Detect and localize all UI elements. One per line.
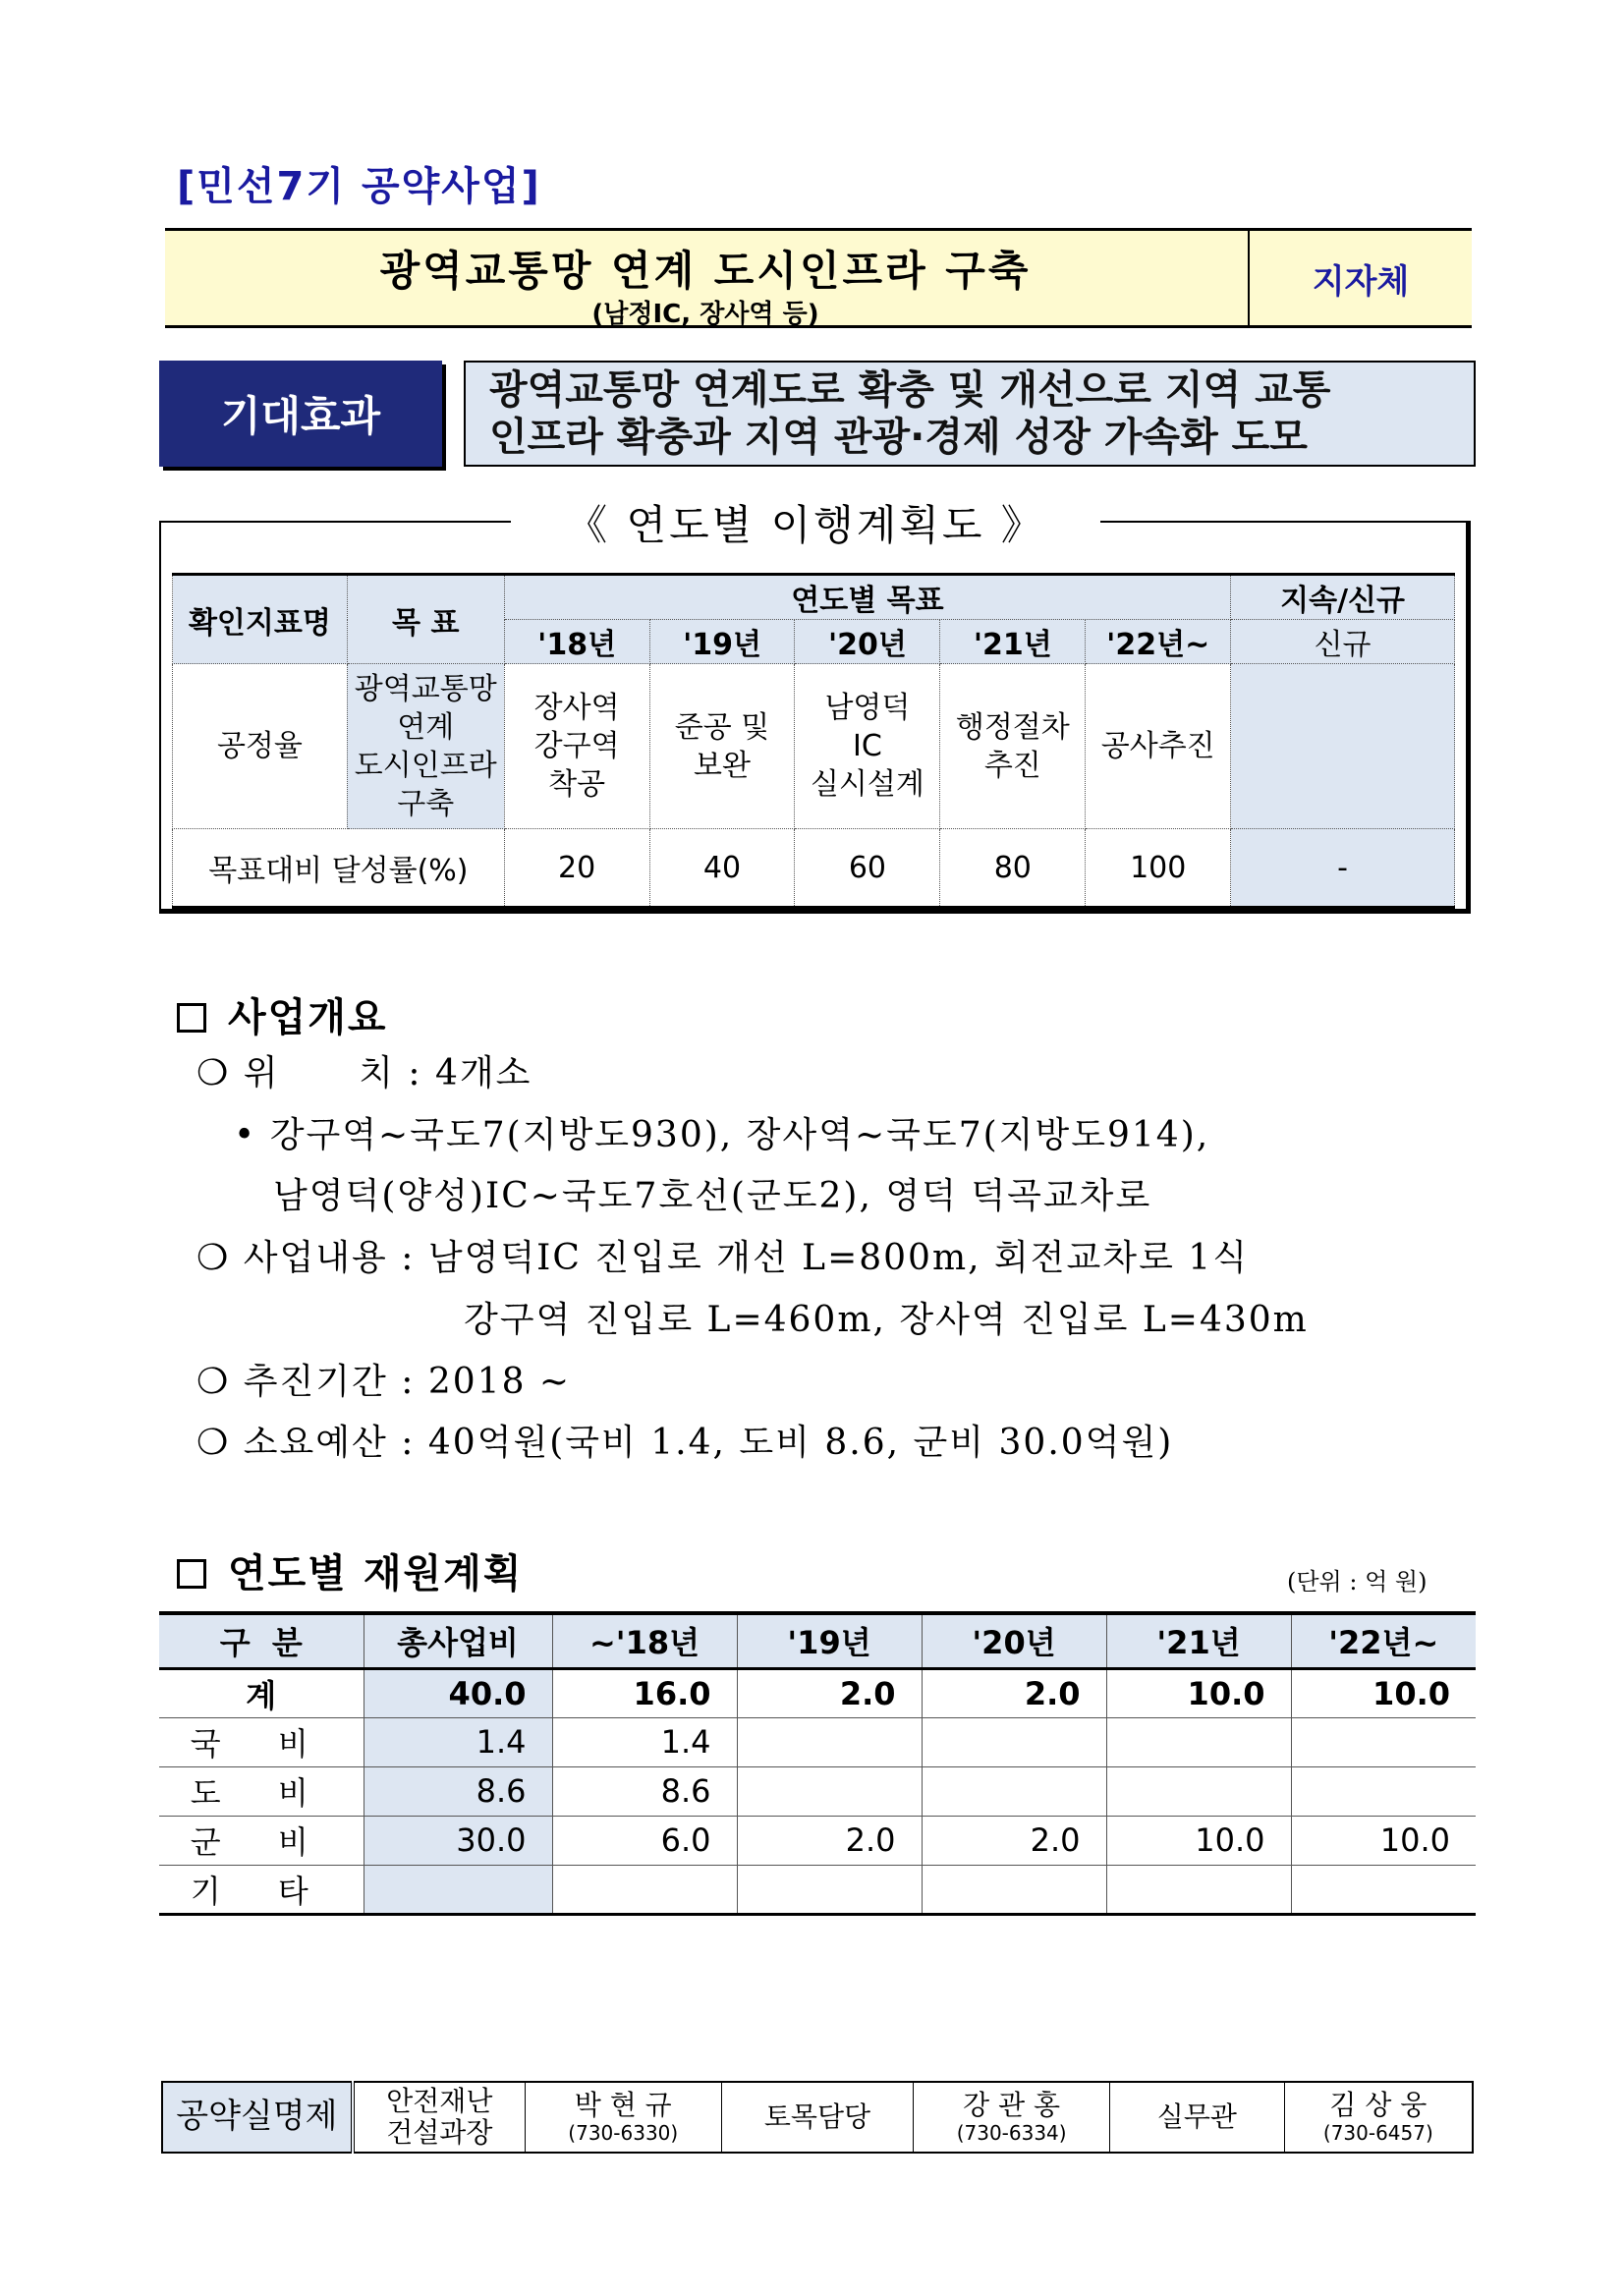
fund-row-total: 계 40.0 16.0 2.0 2.0 10.0 10.0 xyxy=(159,1668,1476,1717)
row-progress-type xyxy=(1231,664,1455,829)
achievement-2022: 100 xyxy=(1086,829,1231,908)
year-2021: '21년 xyxy=(940,620,1086,664)
dot-bullet-icon: • xyxy=(234,1115,257,1155)
overview-location-detail-1: • 강구역~국도7(지방도930), 장사역~국도7(지방도914), xyxy=(234,1115,1210,1155)
footer-table xyxy=(161,2081,1474,2154)
overview-budget: ❍ 소요예산 : 40억원(국비 1.4, 도비 8.6, 군비 30.0억원) xyxy=(196,1423,1174,1463)
header-yearly-goal: 연도별 목표 xyxy=(504,575,1230,620)
footer-label: 공약실명제 xyxy=(162,2082,353,2153)
overview-location: ❍ 위 치 : 4개소 xyxy=(196,1053,532,1093)
fund-header-2022: '22년~ xyxy=(1291,1613,1476,1668)
header-indicator: 확인지표명 xyxy=(173,575,348,664)
year-2020: '20년 xyxy=(795,620,940,664)
effect-line-2: 인프라 확충과 지역 관광·경제 성장 가속화 도모 xyxy=(489,415,1308,460)
funding-heading: 연도별 재원계획 xyxy=(177,1542,523,1598)
effect-label: 기대효과 xyxy=(159,361,442,467)
fund-header-2021: '21년 xyxy=(1106,1613,1291,1668)
footer-department: 안전재난 건설과장 xyxy=(353,2082,526,2153)
overview-content-2: 강구역 진입로 L=460m, 장사역 진입로 L=430m xyxy=(464,1300,1309,1340)
row-achievement-label: 목표대비 달성률(%) xyxy=(173,829,505,908)
project-title: 광역교통망 연계 도시인프라 구축 xyxy=(379,247,1032,295)
header-goal: 목 표 xyxy=(347,575,504,664)
overview-location-detail-2: 남영덕(양성)IC~국도7호선(군도2), 영덕 덕곡교차로 xyxy=(273,1176,1152,1216)
overview-content-1: ❍ 사업내용 : 남영덕IC 진입로 개선 L=800m, 회전교차로 1식 xyxy=(196,1238,1249,1278)
fund-header-2019: '19년 xyxy=(737,1613,922,1668)
row-progress-label: 공정율 xyxy=(173,664,348,829)
target-2019: 준공 및 보완 xyxy=(649,664,795,829)
type-value: 신규 xyxy=(1231,620,1455,664)
fund-header-2018: ~'18년 xyxy=(552,1613,737,1668)
plan-table xyxy=(172,573,1455,909)
header-type: 지속/신규 xyxy=(1231,575,1455,620)
circle-bullet-icon: ❍ xyxy=(196,1238,231,1278)
fund-row-other: 기 타 xyxy=(159,1865,1476,1914)
year-2019: '19년 xyxy=(649,620,795,664)
achievement-2018: 20 xyxy=(504,829,649,908)
target-2022: 공사추진 xyxy=(1086,664,1231,829)
footer-role-2: 토목담당 xyxy=(721,2082,914,2153)
fund-header-2020: '20년 xyxy=(922,1613,1106,1668)
target-2018: 장사역 강구역 착공 xyxy=(504,664,649,829)
achievement-2019: 40 xyxy=(649,829,795,908)
plan-title: 《 연도별 이행계획도 》 xyxy=(511,493,1100,552)
circle-bullet-icon: ❍ xyxy=(196,1053,231,1093)
agency-label: 지자체 xyxy=(1312,261,1410,302)
circle-bullet-icon: ❍ xyxy=(196,1423,231,1463)
circle-bullet-icon: ❍ xyxy=(196,1362,231,1402)
footer-role-3: 실무관 xyxy=(1110,2082,1285,2153)
fund-row-county: 군 비 30.0 6.0 2.0 2.0 10.0 10.0 xyxy=(159,1816,1476,1865)
achievement-2021: 80 xyxy=(940,829,1086,908)
overview-heading: 사업개요 xyxy=(177,986,388,1042)
achievement-type: - xyxy=(1231,829,1455,908)
target-2020: 남영덕 IC 실시설계 xyxy=(795,664,940,829)
title-box xyxy=(165,228,1472,328)
year-2018: '18년 xyxy=(504,620,649,664)
target-2021: 행정절차 추진 xyxy=(940,664,1086,829)
fund-header-category: 구 분 xyxy=(159,1613,364,1668)
header-tag: [민선7기 공약사업] xyxy=(177,164,541,209)
footer-person-2: 강 관 홍 (730-6334) xyxy=(914,2082,1110,2153)
fund-row-province: 도 비 8.6 8.6 xyxy=(159,1766,1476,1816)
effect-line-1: 광역교통망 연계도로 확충 및 개선으로 지역 교통 xyxy=(489,367,1331,413)
footer-person-3: 김 상 웅 (730-6457) xyxy=(1284,2082,1473,2153)
funding-table xyxy=(159,1611,1476,1916)
square-bullet-icon xyxy=(177,1003,206,1033)
fund-row-national: 국 비 1.4 1.4 xyxy=(159,1717,1476,1766)
year-2022: '22년~ xyxy=(1086,620,1231,664)
overview-period: ❍ 추진기간 : 2018 ~ xyxy=(196,1362,572,1402)
footer-person-1: 박 현 규 (730-6330) xyxy=(525,2082,721,2153)
funding-unit: (단위 : 억 원) xyxy=(1287,1568,1428,1596)
fund-header-total: 총사업비 xyxy=(364,1613,552,1668)
row-progress-goal: 광역교통망 연계 도시인프라 구축 xyxy=(347,664,504,829)
effect-text xyxy=(464,361,1476,467)
project-subtitle: (남정IC, 장사역 등) xyxy=(591,300,819,329)
square-bullet-icon xyxy=(177,1559,206,1589)
achievement-2020: 60 xyxy=(795,829,940,908)
